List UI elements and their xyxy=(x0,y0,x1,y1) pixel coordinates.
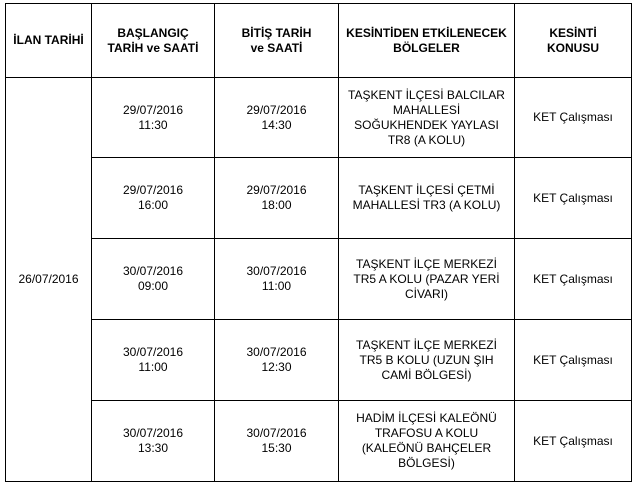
end-datetime-cell: 29/07/2016 18:00 xyxy=(215,158,339,239)
announcement-date-cell: 26/07/2016 xyxy=(6,78,92,482)
header-start-datetime: BAŞLANGIÇ TARİH ve SAATİ xyxy=(92,4,215,78)
outage-subject-cell: KET Çalışması xyxy=(515,401,632,482)
end-datetime-cell: 29/07/2016 14:30 xyxy=(215,78,339,158)
table-row xyxy=(6,401,632,482)
outage-subject-cell: KET Çalışması xyxy=(515,158,632,239)
power-outage-table xyxy=(5,3,632,482)
affected-region-cell: HADİM İLÇESİ KALEÖNÜ TRAFOSU A KOLU (KALEÖNÜ BAHÇELER BÖLGESİ) xyxy=(339,401,515,482)
start-datetime-cell: 30/07/2016 13:30 xyxy=(92,401,215,482)
start-datetime-cell: 29/07/2016 11:30 xyxy=(92,78,215,158)
table-row xyxy=(6,78,632,158)
header-affected-regions: KESİNTİDEN ETKİLENECEK BÖLGELER xyxy=(339,4,515,78)
outage-subject-cell: KET Çalışması xyxy=(515,320,632,401)
start-datetime-cell: 30/07/2016 11:00 xyxy=(92,320,215,401)
start-datetime-cell: 29/07/2016 16:00 xyxy=(92,158,215,239)
start-datetime-cell: 30/07/2016 09:00 xyxy=(92,239,215,320)
affected-region-cell: TAŞKENT İLÇE MERKEZİ TR5 A KOLU (PAZAR YERİ CİVARI) xyxy=(339,239,515,320)
end-datetime-cell: 30/07/2016 12:30 xyxy=(215,320,339,401)
table-row xyxy=(6,239,632,320)
header-announcement-date: İLAN TARİHİ xyxy=(6,4,92,78)
affected-region-cell: TAŞKENT İLÇE MERKEZİ TR5 B KOLU (UZUN ŞIH CAMİ BÖLGESİ) xyxy=(339,320,515,401)
header-end-datetime: BİTİŞ TARİH ve SAATİ xyxy=(215,4,339,78)
header-row xyxy=(6,4,632,78)
table-row xyxy=(6,320,632,401)
affected-region-cell: TAŞKENT İLÇESİ BALCILAR MAHALLESİ SOĞUKHENDEK YAYLASI TR8 (A KOLU) xyxy=(339,78,515,158)
header-outage-subject: KESİNTİ KONUSU xyxy=(515,4,632,78)
end-datetime-cell: 30/07/2016 15:30 xyxy=(215,401,339,482)
outage-subject-cell: KET Çalışması xyxy=(515,239,632,320)
affected-region-cell: TAŞKENT İLÇESİ ÇETMİ MAHALLESİ TR3 (A KOLU) xyxy=(339,158,515,239)
table-row xyxy=(6,158,632,239)
end-datetime-cell: 30/07/2016 11:00 xyxy=(215,239,339,320)
outage-subject-cell: KET Çalışması xyxy=(515,78,632,158)
